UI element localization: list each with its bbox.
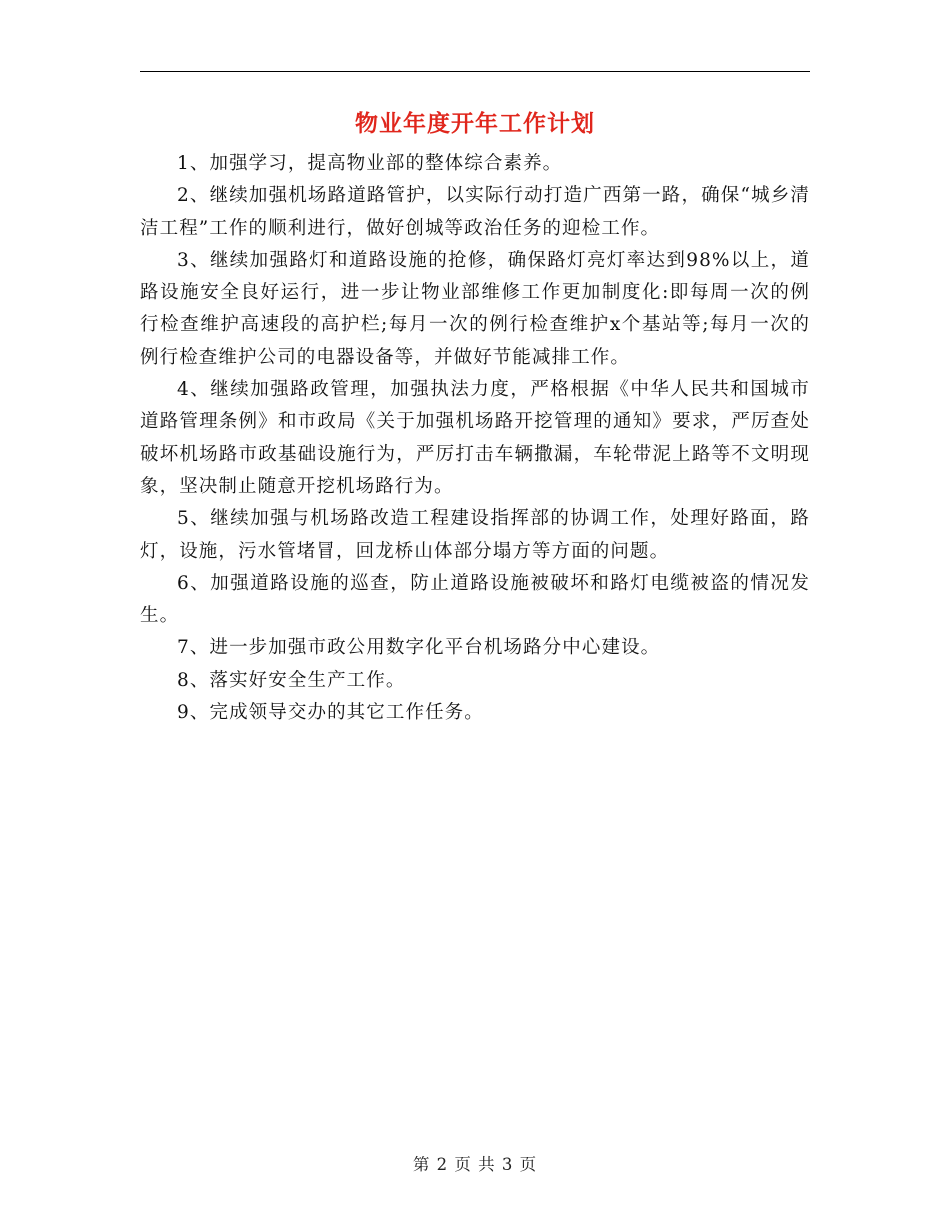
paragraph-item-8: 8、落实好安全生产工作。 — [177, 669, 406, 691]
document-body — [140, 148, 810, 729]
page-number-footer: 第 2 页 共 3 页 — [412, 1155, 538, 1174]
paragraph-item-1: 1、加强学习，提高物业部的整体综合素养。 — [177, 153, 563, 174]
paragraph-item-5: 5、继续加强与机场路改造工程建设指挥部的协调工作，处理好路面，路灯，设施，污水管堵冒，回龙桥山体部分塌方等方面的问题。 — [140, 508, 810, 562]
header-rule — [140, 71, 810, 72]
paragraph-item-3: 3、继续加强路灯和道路设施的抢修，确保路灯亮灯率达到98%以上，道路设施安全良好运行，进一步让物业部维修工作更加制度化:即每周一次的例行检查维护高速段的高护栏;每月一次的例行检查维护x个基站等;每月一次的例行检查维护公司的电器设备等，并做好节能减排工作。 — [140, 249, 810, 368]
paragraph-item-9: 9、完成领导交办的其它工作任务。 — [177, 702, 484, 724]
document-title: 物业年度开年工作计划 — [355, 110, 595, 137]
paragraph-item-6: 6、加强道路设施的巡查，防止道路设施被破坏和路灯电缆被盗的情况发生。 — [140, 572, 810, 627]
paragraph-item-7: 7、进一步加强市政公用数字化平台机场路分中心建设。 — [177, 637, 661, 659]
paragraph-item-2: 2、继续加强机场路道路管护，以实际行动打造广西第一路，确保“城乡清洁工程”工作的顺利进行，做好创城等政治任务的迎检工作。 — [140, 185, 810, 239]
paragraph-item-4: 4、继续加强路政管理，加强执法力度，严格根据《中华人民共和国城市道路管理条例》和市政局《关于加强机场路开挖管理的通知》要求，严厉查处破坏机场路市政基础设施行为，严厉打击车辆撒漏，车轮带泥上路等不文明现象，坚决制止随意开挖机场路行为。 — [140, 379, 810, 497]
